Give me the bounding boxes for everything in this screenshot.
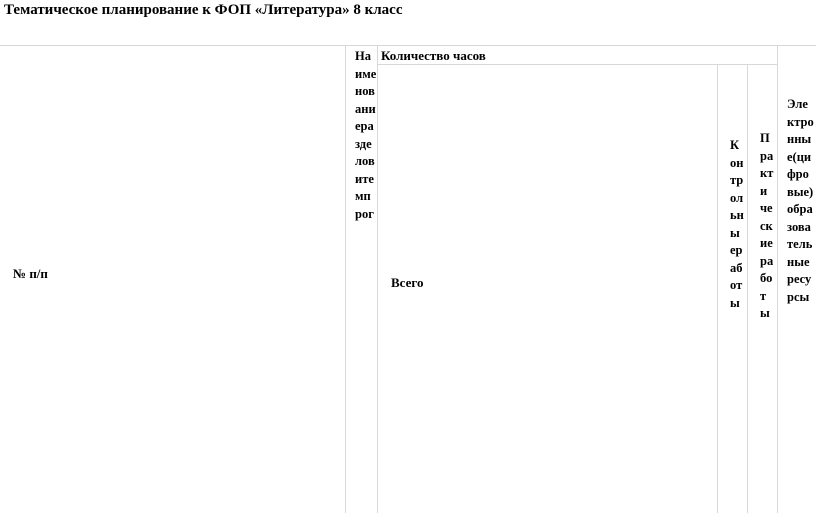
col-divider-control (747, 64, 748, 513)
header-practical-works: Практическиеработы (760, 131, 774, 320)
header-section-name: Наименованиеразделовитемпрог (355, 49, 377, 221)
page-title: Тематическое планирование к ФОП «Литература» 8 класс (4, 2, 403, 18)
col-divider-number (345, 45, 346, 513)
col-divider-total (717, 64, 718, 513)
header-number: № п/п (13, 266, 48, 281)
header-total: Всего (391, 275, 424, 290)
header-control-works: Контрольныеработы (730, 138, 744, 310)
header-digital-resources: Электронные(цифровые)образовательныересурсы (787, 97, 814, 304)
col-divider-practical (777, 45, 778, 513)
table-top-border (0, 45, 816, 46)
header-hours: Количество часов (381, 48, 486, 63)
col-divider-section (377, 45, 378, 513)
